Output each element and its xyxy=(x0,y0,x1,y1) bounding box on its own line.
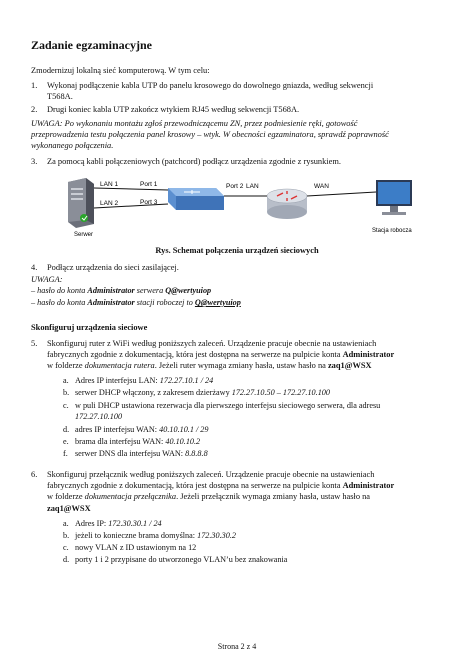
server-icon xyxy=(68,178,94,228)
computer-icon xyxy=(376,180,412,215)
step-text: T568A. xyxy=(47,92,73,101)
port2-label: Port 2 xyxy=(226,183,244,190)
step-text: fabrycznych zgodnie z dokumentacją, która jest dostępna na serwerze na pulpicie konta Administrator xyxy=(47,481,395,490)
section-title: Skonfiguruj urządzenia sieciowe xyxy=(31,323,148,332)
credential-line: – hasło do konta Administrator serwera Q@wertyuiop xyxy=(31,286,212,295)
step-text: w folderze dokumentacja rutera. Jeżeli ruter wymaga zmiany hasła, ustaw hasło na zaq1@WSX xyxy=(47,361,372,370)
wan-label: WAN xyxy=(314,183,329,190)
list-item: d. adres IP interfejsu WAN: 40.10.10.1 / 29 xyxy=(63,425,209,434)
network-diagram xyxy=(60,174,420,238)
list-item: a. Adres IP interfejsu LAN: 172.27.10.1 / 24 xyxy=(63,376,214,385)
list-item: f. serwer DNS dla interfejsu WAN: 8.8.8.8 xyxy=(63,449,208,458)
step-number: 6. xyxy=(31,470,38,479)
step-text: Skonfiguruj ruter z WiFi według poniższych zaleceń. Urządzenie pracuje obecnie na ustawieniach xyxy=(47,339,377,348)
step-text: Wykonaj podłączenie kabla UTP do panelu krosowego do dowolnego gniazda, według sekwencji xyxy=(47,81,374,90)
list-item-cont: 172.27.10.100 xyxy=(75,412,123,421)
router-icon xyxy=(267,189,307,219)
list-item: c. w puli DHCP ustawiona rezerwacja dla pierwszego interfejsu sieciowego serwera, dla adresu xyxy=(63,401,381,410)
list-item: a. Adres IP: 172.30.30.1 / 24 xyxy=(63,519,162,528)
list-item: b. serwer DHCP włączony, z zakresem dzierżawy 172.27.10.50 – 172.27.10.100 xyxy=(63,388,330,397)
intro-text: Zmodernizuj lokalną sieć komputerową. W tym celu: xyxy=(31,66,210,75)
credential-line: – hasło do konta Administrator stacji roboczej to Q@wertyuiop xyxy=(31,298,241,307)
switch-icon xyxy=(168,188,224,210)
server-label: Serwer xyxy=(74,232,94,238)
list-item: c. nowy VLAN z ID ustawionym na 12 xyxy=(63,543,197,552)
step-text: Drugi koniec kabla UTP zakończ wtykiem RJ45 według sekwencji T568A. xyxy=(47,105,300,114)
page-footer: Strona 2 z 4 xyxy=(217,642,257,651)
step-text: zaq1@WSX xyxy=(47,504,91,513)
step-number: 1. xyxy=(31,81,38,90)
warning-line: UWAGA: Po wykonaniu montażu zgłoś przewodniczącemu ZN, przez podniesienie ręki, gotowość xyxy=(31,119,358,128)
list-item: d. porty 1 i 2 przypisane do utworzonego VLAN’u bez znakowania xyxy=(63,555,288,564)
step-number: 4. xyxy=(31,263,38,272)
lan2-label: LAN 2 xyxy=(100,200,119,207)
list-item: b. jeżeli to konieczne brama domyślna: 172.30.30.2 xyxy=(63,531,236,540)
port1-label: Port 1 xyxy=(140,181,158,188)
list-item: e. brama dla interfejsu WAN: 40.10.10.2 xyxy=(63,437,201,446)
lan-label: LAN xyxy=(246,183,259,190)
step-text: Skonfiguruj przełącznik według poniższych zaleceń. Urządzenie pracuje obecnie na ustawieniach xyxy=(47,470,375,479)
note-label: UWAGA: xyxy=(31,275,63,284)
warning-line: przeprowadzenia testu połączenia panel krosowy – wtyk. W obecności egzaminatora, sprawdź poprawność xyxy=(31,130,389,139)
step-number: 3. xyxy=(31,157,38,166)
step-number: 5. xyxy=(31,339,38,348)
warning-line: wykonanego połączenia. xyxy=(31,141,114,150)
station-label: Stacja robocza xyxy=(372,228,412,234)
step-text: fabrycznych zgodnie z dokumentacją, która jest dostępna na serwerze na pulpicie konta Administrator xyxy=(47,350,395,359)
step-text: Podłącz urządzenia do sieci zasilającej. xyxy=(47,263,179,272)
step-number: 2. xyxy=(31,105,38,114)
lan1-label: LAN 1 xyxy=(100,181,119,188)
step-text: Za pomocą kabli połączeniowych (patchcord) podłącz urządzenia zgodnie z rysunkiem. xyxy=(47,157,341,166)
step-text: w folderze dokumentacja przełącznika. Jeżeli przełącznik wymaga zmiany hasła, ustaw hasło na xyxy=(47,492,371,501)
port3-label: Port 3 xyxy=(140,199,158,206)
figure-caption: Rys. Schemat połączenia urządzeń sieciowych xyxy=(155,246,319,255)
page-title: Zadanie egzaminacyjne xyxy=(31,38,152,52)
